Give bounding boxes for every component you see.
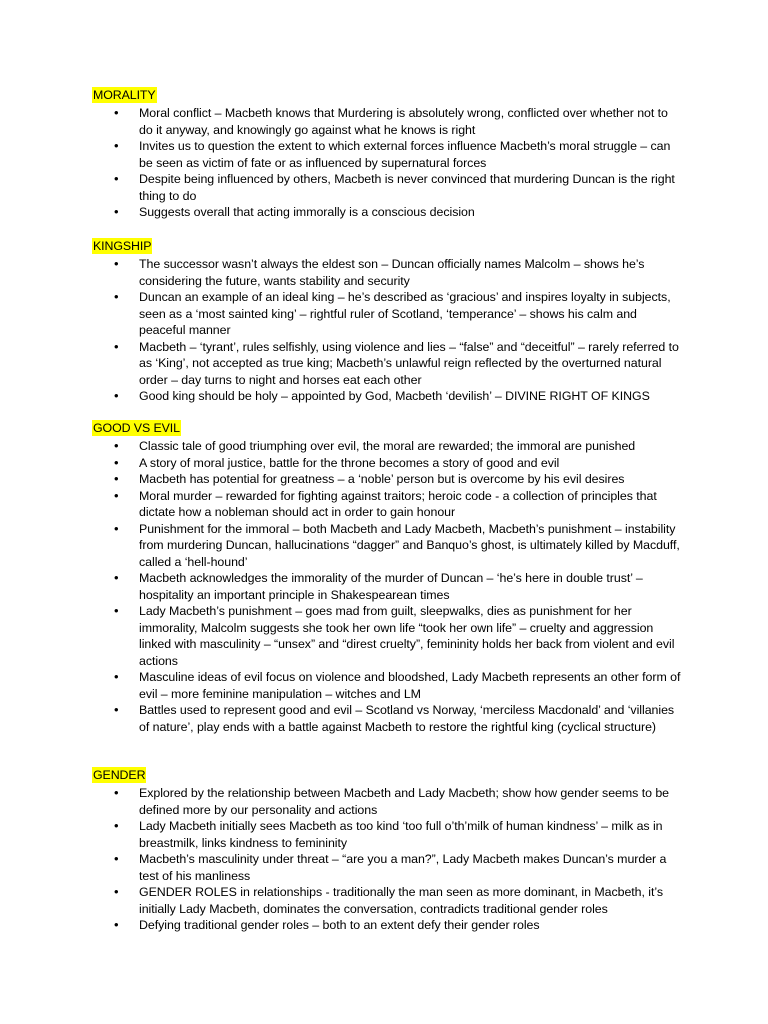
list-item: • Despite being influenced by others, Macbeth is never convinced that murdering Duncan is the right thing to do [92,171,682,204]
list-item: • Classic tale of good triumphing over evil, the moral are rewarded; the immoral are punished [92,438,682,455]
list-item: • Lady Macbeth initially sees Macbeth as too kind ‘too full o’th’milk of human kindness’ – milk as in breastmilk, links kindness to femininity [92,818,682,851]
section-morality [92,86,682,221]
list-item: • Battles used to represent good and evil – Scotland vs Norway, ‘merciless Macdonald’ and ‘villanies of nature’, play ends with a battle against Macbeth to restore the rightful king (cyclical structure) [92,702,682,735]
list-item: • Invites us to question the extent to which external forces influence Macbeth’s moral struggle – can be seen as victim of fate or as influenced by supernatural forces [92,138,682,171]
list-item: • Defying traditional gender roles – both to an extent defy their gender roles [92,917,682,934]
bullet-list [92,256,682,405]
section-heading: KINGSHIP [93,239,152,253]
list-item: • The successor wasn’t always the eldest son – Duncan officially names Malcolm – shows he’s considering the future, wants stability and security [92,256,682,289]
section-heading: MORALITY [93,88,156,102]
list-item: • Good king should be holy – appointed by God, Macbeth ‘devilish’ – DIVINE RIGHT OF KINGS [92,388,682,405]
list-item: • Suggests overall that acting immorally is a conscious decision [92,204,682,221]
section-heading: GENDER [93,768,146,782]
bullet-list [92,438,682,735]
list-item: • A story of moral justice, battle for the throne becomes a story of good and evil [92,455,682,472]
section-kingship [92,237,682,405]
list-item: • Moral murder – rewarded for fighting against traitors; heroic code - a collection of principles that dictate how a nobleman should act in order to gain honour [92,488,682,521]
list-item: • Explored by the relationship between Macbeth and Lady Macbeth; show how gender seems to be defined more by our personality and actions [92,785,682,818]
list-item: • Lady Macbeth’s punishment – goes mad from guilt, sleepwalks, dies as punishment for her immorality, Malcolm suggests she took her own life “took her own life” – cruelty and aggression linked with masculinity – “unsex” and “direst cruelty”, femininity holds her back from violent and evil actions [92,603,682,669]
bullet-list [92,785,682,934]
list-item: • Moral conflict – Macbeth knows that Murdering is absolutely wrong, conflicted over whether not to do it anyway, and knowingly go against what he knows is right [92,105,682,138]
list-item: • Masculine ideas of evil focus on violence and bloodshed, Lady Macbeth represents an other form of evil – more feminine manipulation – witches and LM [92,669,682,702]
list-item: • Duncan an example of an ideal king – he’s described as ‘gracious’ and inspires loyalty in subjects, seen as a ‘most sainted king’ – rightful ruler of Scotland, ‘temperance’ – shows his calm and peaceful manner [92,289,682,339]
list-item: • Macbeth acknowledges the immorality of the murder of Duncan – ‘he’s here in double trust’ – hospitality an important principle in Shakespearean times [92,570,682,603]
list-item: • Punishment for the immoral – both Macbeth and Lady Macbeth, Macbeth’s punishment – instability from murdering Duncan, hallucinations “dagger” and Banquo’s ghost, is ultimately killed by Macduff, called a ‘hell-hound’ [92,521,682,571]
list-item: • Macbeth – ‘tyrant’, rules selfishly, using violence and lies – “false” and “deceitful” – rarely referred to as ‘King’, not accepted as true king; Macbeth’s unlawful reign reflected by the overturned natural order – day turns to night and horses eat each other [92,339,682,389]
list-item: • Macbeth’s masculinity under threat – “are you a man?”, Lady Macbeth makes Duncan’s murder a test of his manliness [92,851,682,884]
list-item: • GENDER ROLES in relationships - traditionally the man seen as more dominant, in Macbeth, it’s initially Lady Macbeth, dominates the conversation, contradicts traditional gender roles [92,884,682,917]
bullet-list [92,105,682,221]
list-item: • Macbeth has potential for greatness – a ‘noble’ person but is overcome by his evil desires [92,471,682,488]
section-good-vs-evil [92,419,682,735]
section-gender [92,766,682,934]
section-heading: GOOD VS EVIL [93,421,180,435]
